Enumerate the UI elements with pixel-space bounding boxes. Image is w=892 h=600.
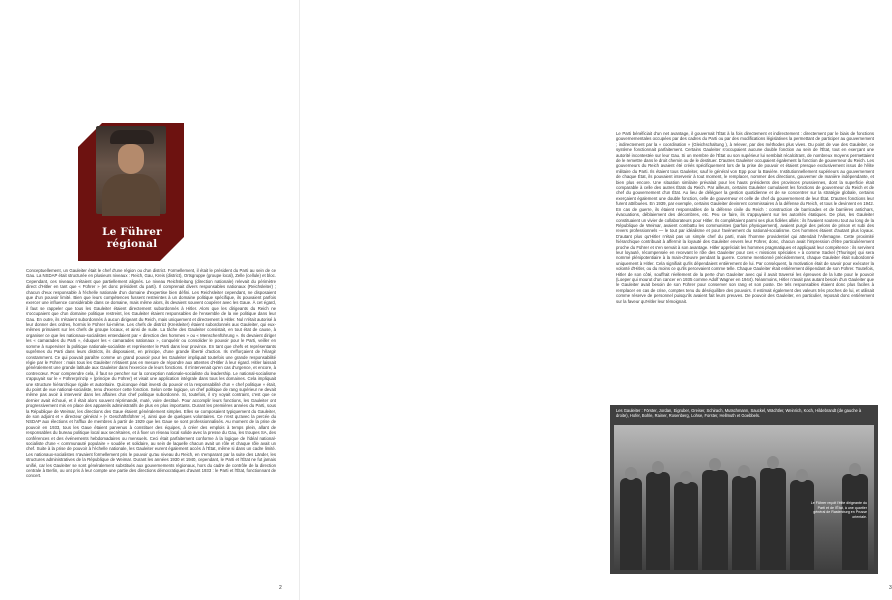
photo-figure (760, 468, 786, 570)
photo-inset-caption: Le Führer reçoit l'élite dirigeante du Parti et de l'État, à une quartier général de Rastenburg en Prusse orientale. (810, 501, 867, 519)
photo-figure (732, 476, 756, 570)
page-number-left: 2 (279, 585, 282, 591)
photo-figure-head (709, 458, 721, 471)
portrait-coat (102, 174, 160, 216)
photo-figure-head (680, 471, 692, 484)
chapter-title: Le Führer régional (102, 226, 162, 250)
photo-figure-head (767, 456, 779, 469)
photo-figure (620, 478, 642, 570)
photo-figure-head (849, 463, 861, 476)
photo-figure (674, 482, 698, 570)
left-page (0, 0, 300, 600)
historical-photo (610, 405, 878, 574)
photo-figure-head (625, 467, 637, 480)
photo-figure (646, 472, 670, 570)
portrait-face (118, 144, 144, 174)
portrait-image (96, 126, 166, 214)
right-body-text: Le Parti bénéficiait d'un net avantage, il gouvernait l'État à la fois directement et indirectement : directement par le biais de fonctions gouvernementales occupées par des cadres du Parti ou par des modifications législatives la permettant de participer au gouvernement ; indirectement par la « coordination » (Gleichschaltung ), à relever, par des méthodes plus vives. Du point de vue des Gauleiter, ce système fonctionnait parfaitement. Certains Gauleiter s'occupaient aucune double fonction au sein de l'État, tout en exerçant une autorité incontestée sur leur Gau. Si un membre de l'État ou son supérieur lui semblait récalcitrant, de nombreux moyens permettaient de le remettre dans le droit chemin ou de le destituer. D'autres Gauleiter occupaient également la fonction de gouverneur du Reich. Les gouverneurs du Reich avaient été créés spécifiquement lors de la prise de pouvoir et étaient presque exclusivement issus de l'élite militaire du Parti. Ils étaient tous Gauleiter, sauf le général von Epp pour la Bavière. Institutionnellement supérieurs au gouvernement de chaque État, ils pouvaient intervenir à tout moment, le remplacer, nommer des directions, gouverner de manière indépendante, et bien plus encore. Une situation similaire prévalait pour les hauts présidents des provinces prussiennes, dont la superficie était comparable à celle des autres États du Reich. Par ailleurs, certains Gauleiter cumulaient les fonctions de gouverneur du Reich et de chef du gouvernement d'un État. Au lieu de déléguer la gestion quotidienne et de se concentrer sur la stratégie globale, certains exerçaient également une double fonction, celle de gouverneur et celle de chef du gouvernement de leur État. D'autres fonctions leur furent attribuées. En 1939, par exemple, certains Gauleiter devinrent commissaires à la défense du Reich, et tous le devinrent en 1942. En cas de guerre, ils étaient responsables de la défense civile du Reich : construction de barricades et de barrières antichars, évacuations, déblaiement des décombres, etc. Peu ce faire, ils s'appuyaient sur les autorités étatiques. De plus, les Gauleiter constituaient un vivier de collaborateurs pour Hitler. Ils complétaient parmi ses plus fidèles alliés : ils l'avaient soutenu tout au long de la République de Weimar, avaient combattu les communistes (parfois physiquement), avaient purgé des pelons de prison et subi des revers professionnels — le tout par idéalisme et pour l'avènement du national-socialisme. Ces hommes étaient d'autant plus loyaux. D'autant plus qu'Hitler n'était pas un simple chef du parti, mais l'homme providentiel qui attendait l'Allemagne. Cette proximité hiérarchique contribuait à affermir la loyauté des Gauleiter envers leur Führer, donc, chacun avait l'impression d'être particulièrement proche du Führer et s'en servait à son avantage. Hitler appréciait les hommes pragmatiques et appliquait leur compétence : ils servirent leur loyauté, récompensée en recevant le rôle des Gauleiter pour ces « missions spéciales » à comme Sackel (Thuringe) qui sera nommé plénipotentiaire à la main-d'œuvre pendant la guerre. Comme mentionné précédemment, chaque Gauleiter était subordonné uniquement à Hitler. Cela signifiait qu'ils dépendaient entièrement de lui. Par conséquent, la motivation était de savoir pour exécuter la volonté d'Hitler, ou du moins ce qu'ils percevaient comme telle. Chaque Gauleiter était entièrement dépendant de son Führer. Toutefois, Hitler de son côté, souffrait réellement de la perte d'un Gauleiter avec qui il avait traversé les épreuves de la lutte pour le pouvoir (Loeper qui mourut d'un cancer en 1935 comme Adolf Wagner en 1944). Néanmoins, Hitler n'avait pas autant besoin d'un Gauleiter que le Gauleiter avait besoin de son Führer pour conserver son rang et son poste. De tels responsables étaient donc plus faciles à remplacer en cas de crise, comptes tenu du déséquilibre des pouvoirs. Il estimait également des valeurs très proches de lui, et utilisait comme réserve de personnel puisqu'ils avaient fait leurs preuves. De pouvoir des Gauleiter, en particulier, reposait donc entièrement sur la faveur qu'Hitler leur témoignait. (616, 131, 874, 304)
portrait-cap (110, 130, 154, 144)
photo-image (614, 425, 874, 570)
photo-figure (702, 470, 728, 570)
photo-figure-head (652, 461, 664, 474)
left-body-text: Conceptuellement, un Gauleiter était le chef d'une région ou d'un district. Formellement, il était le président du Parti au sein de ce Gau. La NSDAP était structurée en plusieurs niveaux : Reich, Gau, Kreis (district), Ortsgruppe (groupe local), Zelle (cellule) et bloc. Cependant, ces niveaux n'étaient que partiellement alignés. Le niveau Reichsleitung (direction nationale) relevait du périmètre direct d'Hitler en tant que « Führer » (et donc président du parti). Il comprenait divers responsables nationaux (Reichsleiter) ; chacun d'eux responsable à l'échelle nationale d'un domaine d'expertise bien défini. Les Reichsleiter cependant, ne disposaient que d'un pouvoir limité. Bien que leurs compétences fussent restreintes à un domaine politique spécifique, ils pouvaient parfois exercer une influence considérable dans ce domaine, mais même alors, ils devaient souvent coopérer avec les Gaue. À cet égard, il faut se rappeler que tous les Gauleiter étaient directement subordonnés à Hitler. Alors que les dirigeants du Reich ne s'occupaient que d'un domaine politique restreint, les Gauleiter étaient responsables de l'ensemble de la vie politique dans leur Gau. En outre, ils n'étaient subordonnés à aucun dirigeant du Reich, mais uniquement et directement à Hitler. Nul n'était autorisé à leur donner des ordres, hormis le Führer lui-même. Les chefs de district (Kreisleiter) étaient subordonnés aux Gauleiter, qui eux-mêmes primaient sur les chefs de groupe locaux, et ainsi de suite. La tâche des Gauleiter consistait, en tout état de cause, à organiser ce que les nationaux-socialistes entendaient par « direction des hommes » ou « Menschenführung ». Ils devaient diriger les « camarades du Parti », éduquer les « camarades nationaux », conquérir ou consolider le pouvoir pour le Parti, veiller en somme à superviser la politique nationale-socialiste et représenter le Parti dans leur province. En tant que chefs et représentants suprêmes du Parti dans leurs districts, ils disposaient, en principe, d'une grande liberté d'action. Ils s'efforçaient de l'élargir constamment. Ce qui pouvait paraître comme un grand pouvoir pour les Gauleiter impliquait toutefois une grande responsabilité régie par le Führer : mais tous les Gauleiter n'étaient pas en mesure de répondre aux attentes d'Hitler à leur égard. Hitler laissait généralement une grande latitude aux Gauleiter dans l'exercice de leurs fonctions. Il n'intervenait qu'en cas d'urgence, et encore, à contrecœur. Pour comprendre cela, il faut se pencher sur la conception nationale-socialiste du leadership. Le national-socialisme s'appuyait sur le « Führerprinzip » (principe du Führer) et visait une application intégrale dans tous les domaines. Cela impliquait une structure hiérarchique rigide et autoritaire. Quiconque était investi du pouvoir et la responsabilité d'un « chef politique » était, du point de vue national-socialiste, tenu d'exercer cette fonction. Selon cette logique, un chef politique de rang supérieur ne devait même pas avoir à intervenir dans les affaires d'un chef politique subordonné. Si, toutefois, il s'y voyait contraint, c'est que ce dernier avait échoué, et il était alors souvent réprimandé, muté, voire destitué. Pour accomplir leurs fonctions, les Gauleiter ont progressivement mis en place des appareils administratifs de plus en plus importants. Durant les premières années du Parti, sous la République de Weimar, les directions des Gaue étaient généralement simples. Elles se composaient typiquement du Gauleiter, de son adjoint et « directeur général » (« Geschäftsführer »), ainsi que de quelques volontaires. Ce n'est qu'avec la percée du NSDAP aux élections et l'afflux de membres à partir de 1929 que les Gaue se sont professionnalisés. Au moment de la prise de pouvoir en 1933, tous les Gaue étaient parvenus à constituer des équipes, à créer des emplois à temps plein, allant de responsables du bureau politique local aux secrétaires, et à fixer un réseau local solide avec la presse du Gau, les troupes SA, des conférences et des événements hebdomadaires ou mensuels. Ceci était parfaitement conforme à la logique de l'idéal national-socialiste d'une « communauté populaire » soudée et solidaire, au sein de laquelle chacun avait un rôle et chaque rôle avait un chef. Suite à la prise de pouvoir à l'échelle nationale, les Gauleiter eurent également accès à l'État, même si dans un cadre limité. Les nationaux-socialistes n'avaient formellement pris le pouvoir qu'au niveau du Reich, en s'emparant par la suite des Länder, les structures administratives de la République de Weimar. Durant les années 1930 et 1940, cependant, le Parti et l'État ne fut jamais unifié, car les Gauleiter se sont généralement substitués aux gouvernements régionaux, hors du cadre de contrôle de la direction centrale à Berlin, ou ont pris à leur compte une partie des directions démocratiques d'avant 1933 : le Parti et l'État, fonctionnant de concert. (26, 268, 276, 479)
right-page (300, 0, 892, 600)
photo-figure (842, 474, 868, 570)
page-number-right: 3 (889, 585, 892, 591)
photo-figure (790, 480, 814, 570)
photo-figure-head (796, 469, 808, 482)
photo-figure-head (738, 465, 750, 478)
photo-caption: Les Gauleiter : Förster, Jordan, Eigruber, Greiser, Schirach, Mutschmann, Sauckel, Wächtler, Weinrich, Koch, Hildebrandt (de gauche à droite), Hofer, Bohle, Rainer, Rosenberg, Lohse, Forster, Hellmuth et Goebbels. (616, 408, 862, 419)
